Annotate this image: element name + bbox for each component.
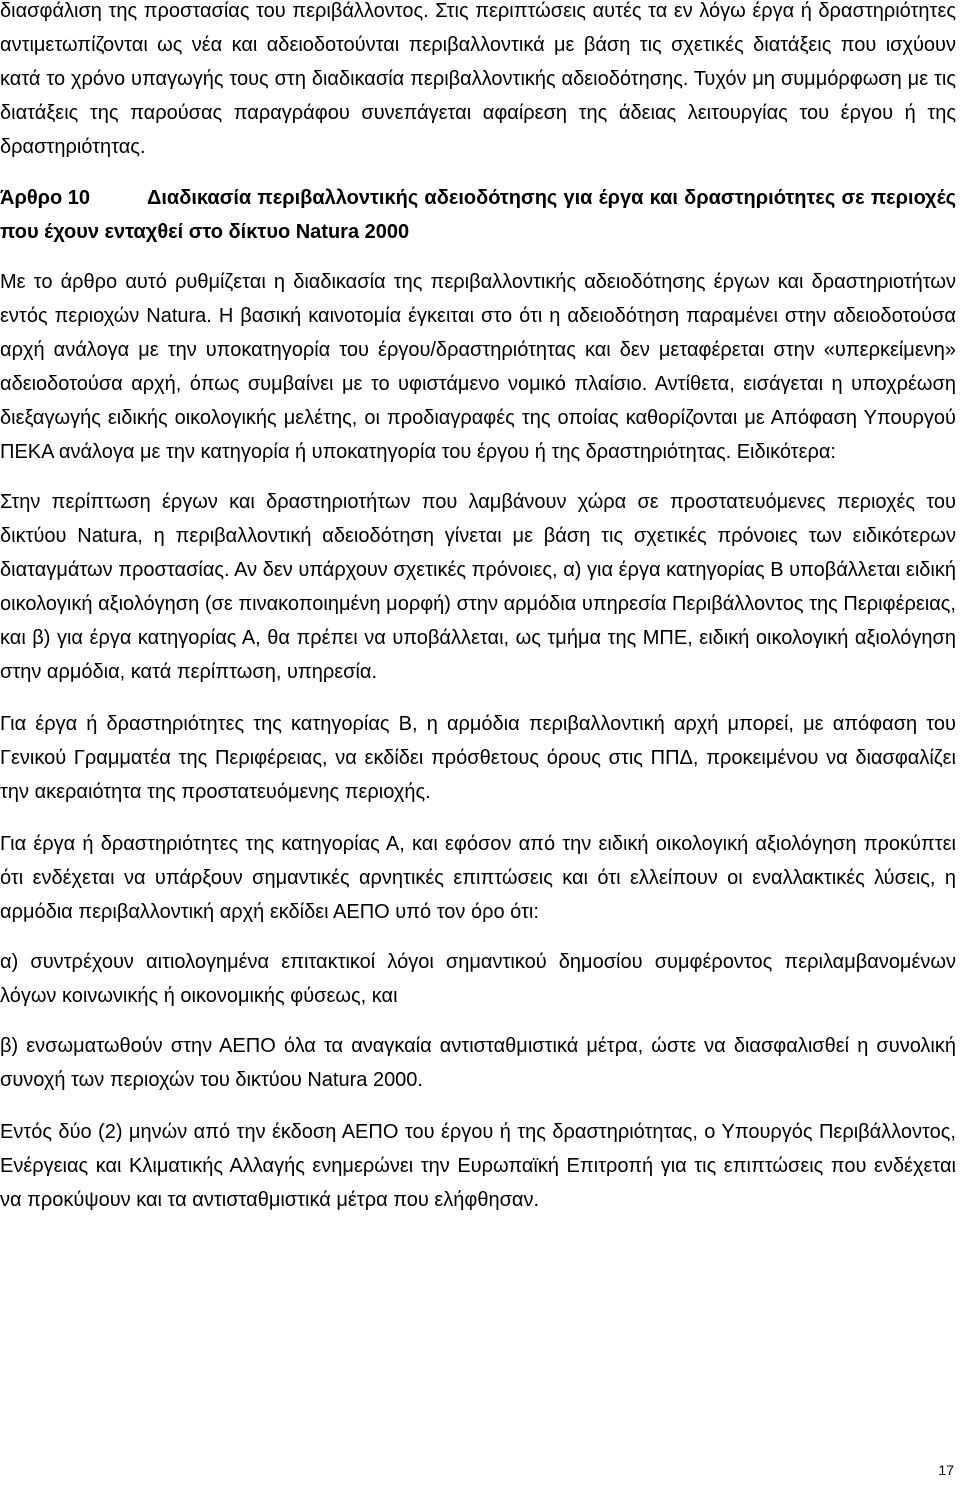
- list-item-a: α) συντρέχουν αιτιολογημένα επιτακτικοί λόγοι σημαντικού δημοσίου συμφέροντος περιλαμβανομένων λόγων κοινωνικής ή οικονομικής φύσεως, και: [0, 951, 956, 1007]
- page-number: 17: [938, 1462, 954, 1478]
- paragraph-category-a: Για έργα ή δραστηριότητες της κατηγορίας Α, και εφόσον από την ειδική οικολογική αξιολόγηση προκύπτει ότι ενδέχεται να υπάρξουν σημαντικές αρνητικές επιπτώσεις και ότι ελλείπουν οι εναλλακτικές λύσεις, η αρμόδια περιβαλλοντική αρχή εκδίδει ΑΕΠΟ υπό τον όρο ότι:: [0, 833, 956, 923]
- article-title: Διαδικασία περιβαλλοντικής αδειοδότησης για έργα και δραστηριότητες σε περιοχές που έχουν ενταχθεί στο δίκτυο Natura 2000: [0, 187, 956, 243]
- paragraph-overview: Με το άρθρο αυτό ρυθμίζεται η διαδικασία της περιβαλλοντικής αδειοδότησης έργων και δραστηριοτήτων εντός περιοχών Natura. Η βασική καινοτομία έγκειται στο ότι η αδειοδότηση παραμένει στην αδειοδοτούσα αρχή ανάλογα με την υποκατηγορία του έργου/δραστηριότητας και δεν μεταφέρεται στην «υπερκείμενη» αδειοδοτούσα αρχή, όπως συμβαίνει με το υφιστάμενο νομικό πλαίσιο. Αντίθετα, εισάγεται η υποχρέωση διεξαγωγής ειδικής οικολογικής μελέτης, οι προδιαγραφές της οποίας καθορίζονται με Απόφαση Υπουργού ΠΕΚΑ ανάλογα με την κατηγορία ή υποκατηγορία του έργου ή της δραστηριότητας. Ειδικότερα:: [0, 271, 956, 463]
- paragraph-natura-cases: Στην περίπτωση έργων και δραστηριοτήτων που λαμβάνουν χώρα σε προστατευόμενες περιοχές του δικτύου Natura, η περιβαλλοντική αδειοδότηση γίνεται με βάση τις σχετικές πρόνοιες των ειδικότερων διαταγμάτων προστασίας. Αν δεν υπάρχουν σχετικές πρόνοιες, α) για έργα κατηγορίας Β υποβάλλεται ειδική οικολογική αξιολόγηση (σε πινακοποιημένη μορφή) στην αρμόδια υπηρεσία Περιβάλλοντος της Περιφέρειας, και β) για έργα κατηγορίας Α, θα πρέπει να υποβάλλεται, ως τμήμα της ΜΠΕ, ειδική οικολογική αξιολόγηση στην αρμόδια, κατά περίπτωση, υπηρεσία.: [0, 491, 956, 683]
- article-heading: [0, 181, 956, 249]
- article-number: Άρθρο 10: [0, 187, 91, 209]
- list-item-b: β) ενσωματωθούν στην ΑΕΠΟ όλα τα αναγκαία αντισταθμιστικά μέτρα, ώστε να διασφαλισθεί η συνολική συνοχή των περιοχών του δικτύου Natura 2000.: [0, 1035, 956, 1091]
- paragraph-category-b: Για έργα ή δραστηριότητες της κατηγορίας Β, η αρμόδια περιβαλλοντική αρχή μπορεί, με απόφαση του Γενικού Γραμματέα της Περιφέρειας, να εκδίδει πρόσθετους όρους στις ΠΠΔ, προκειμένου να διασφαλίζει την ακεραιότητα της προστατευόμενης περιοχής.: [0, 713, 956, 803]
- intro-paragraph: διασφάλιση της προστασίας του περιβάλλοντος. Στις περιπτώσεις αυτές τα εν λόγω έργα ή δραστηριότητες αντιμετωπίζονται ως νέα και αδειοδοτούνται περιβαλλοντικά με βάση τις σχετικές διατάξεις που ισχύουν κατά το χρόνο υπαγωγής τους στη διαδικασία περιβαλλοντικής αδειοδότησης. Τυχόν μη συμμόρφωση με τις διατάξεις της παρούσας παραγράφου συνεπάγεται αφαίρεση της άδειας λειτουργίας του έργου ή της δραστηριότητας.: [0, 0, 956, 158]
- paragraph-notification: Εντός δύο (2) μηνών από την έκδοση ΑΕΠΟ του έργου ή της δραστηριότητας, ο Υπουργός Περιβάλλοντος, Ενέργειας και Κλιματικής Αλλαγής ενημερώνει την Ευρωπαϊκή Επιτροπή για τις επιπτώσεις που ενδέχεται να προκύψουν και τα αντισταθμιστικά μέτρα που ελήφθησαν.: [0, 1121, 956, 1211]
